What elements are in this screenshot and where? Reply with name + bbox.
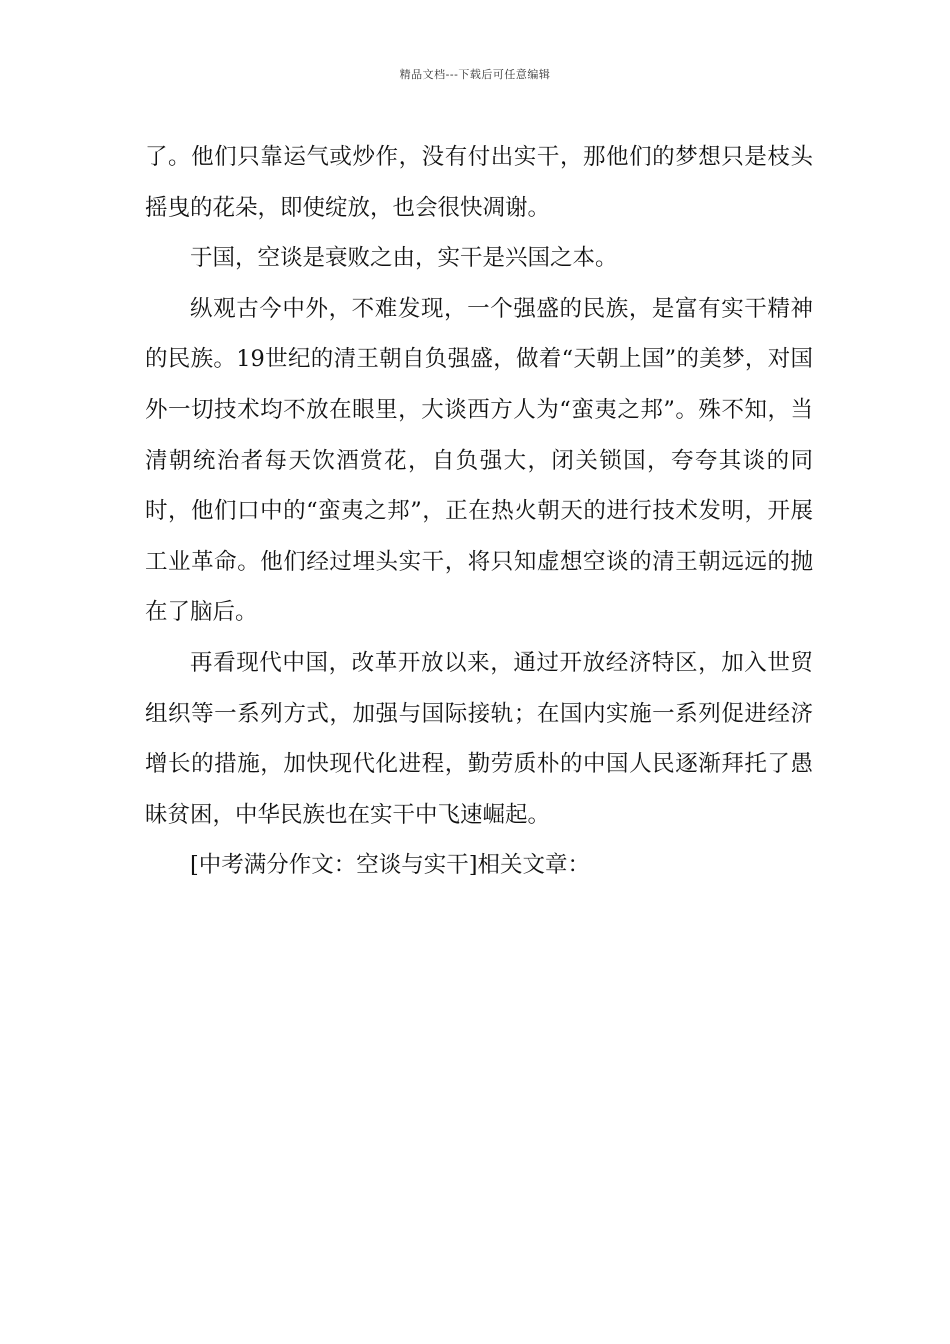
paragraph-1: 了。他们只靠运气或炒作，没有付出实干，那他们的梦想只是枝头摇曳的花朵，即使绽放，也会很快凋谢。 xyxy=(145,144,813,221)
related-articles-label[interactable]: [中考满分作文：空谈与实干]相关文章： xyxy=(190,852,591,879)
paragraph-3: 纵观古今中外，不难发现，一个强盛的民族，是富有实干精神的民族。19世纪的清王朝自负强盛，做着“天朝上国”的美梦，对国外一切技术均不放在眼里，大谈西方人为“蛮夷之邦”。殊不知，当清朝统治者每天饮酒赏花，自负强大，闭关锁国，夸夸其谈的同时，他们口中的“蛮夷之邦”，正在热火朝天的进行技术发明，开展工业革命。他们经过埋头实干，将只知虚想空谈的清王朝远远的抛在了脑后。 xyxy=(145,295,813,626)
document-body xyxy=(145,132,813,891)
paragraph-4: 再看现代中国，改革开放以来，通过开放经济特区，加入世贸组织等一系列方式，加强与国际接轨；在国内实施一系列促进经济增长的措施，加快现代化进程，勤劳质朴的中国人民逐渐拜托了愚昧贫困，中华民族也在实干中飞速崛起。 xyxy=(145,649,813,828)
page-header: 精品文档---下载后可任意编辑 xyxy=(399,68,551,81)
paragraph-2: 于国，空谈是衰败之由，实干是兴国之本。 xyxy=(190,245,618,272)
